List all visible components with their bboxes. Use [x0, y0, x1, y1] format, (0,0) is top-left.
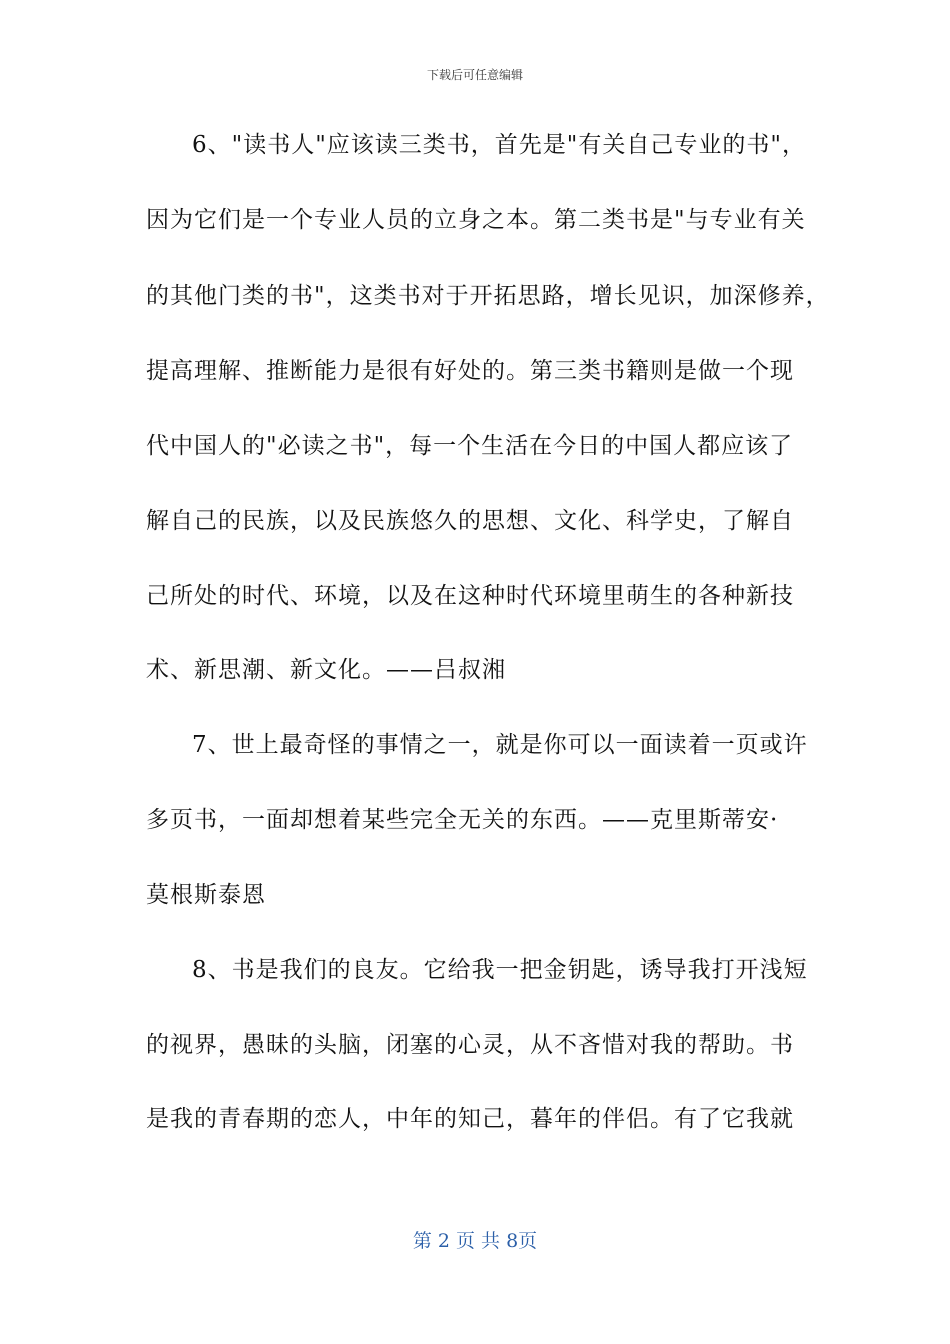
- body-line: 因为它们是一个专业人员的立身之本。第二类书是"与专业有关: [146, 207, 806, 233]
- body-line: 6、"读书人"应该读三类书，首先是"有关自己专业的书"，: [192, 132, 806, 158]
- body-line: 术、新思潮、新文化。——吕叔湘: [146, 657, 506, 683]
- body-line: 莫根斯泰恩: [146, 882, 266, 908]
- body-line: 的其他门类的书"，这类书对于开拓思路，增长见识，加深修养，: [146, 283, 830, 309]
- body-line: 己所处的时代、环境，以及在这种时代环境里萌生的各种新技: [146, 583, 794, 609]
- body-line: 8、书是我们的良友。它给我一把金钥匙，诱导我打开浅短: [192, 957, 808, 983]
- header-note: 下载后可任意编辑: [426, 68, 523, 82]
- body-line: 代中国人的"必读之书"，每一个生活在今日的中国人都应该了: [146, 433, 794, 459]
- body-line: 的视界，愚昧的头脑，闭塞的心灵，从不吝惜对我的帮助。书: [146, 1032, 794, 1058]
- body-line: 7、世上最奇怪的事情之一，就是你可以一面读着一页或许: [192, 732, 808, 758]
- body-line: 多页书，一面却想着某些完全无关的东西。——克里斯蒂安·: [146, 807, 779, 833]
- body-line: 是我的青春期的恋人，中年的知己，暮年的伴侣。有了它我就: [146, 1106, 794, 1132]
- body-line: 提高理解、推断能力是很有好处的。第三类书籍则是做一个现: [146, 358, 794, 384]
- page-number: 第 2 页 共 8页: [412, 1230, 538, 1252]
- body-line: 解自己的民族，以及民族悠久的思想、文化、科学史，了解自: [146, 508, 794, 534]
